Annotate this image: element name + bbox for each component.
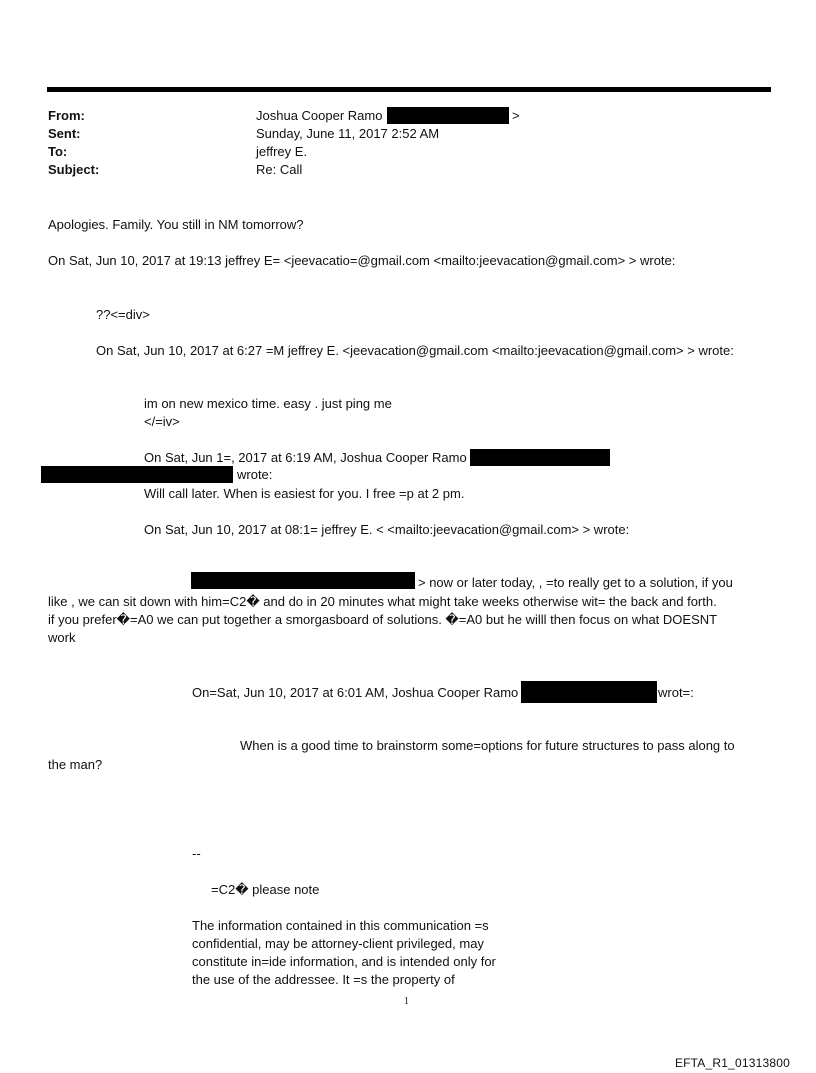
quoted-header: On Sat, Jun 10, 2017 at 19:13 jeffrey E= <jeevacatio=@gmail.com <mailto:jeevacation@gmail.com> > wrote:: [48, 253, 676, 268]
quoted-header: On Sat, Jun 10, 2017 at 6:27 =M jeffrey E. <jeevacation@gmail.com <mailto:jeevacation@gmail.com> > wrote:: [96, 343, 734, 358]
from-label: From:: [48, 108, 85, 123]
body-line: work: [48, 630, 76, 645]
subject-value: Re: Call: [256, 162, 303, 177]
signature-separator: --: [192, 846, 201, 861]
to-value: jeffrey E.: [256, 144, 308, 159]
body-line: the man?: [48, 757, 103, 772]
document-id: EFTA_R1_01313800: [674, 1056, 790, 1070]
sent-label: Sent:: [48, 126, 81, 141]
body-line: wrot=:: [658, 685, 694, 700]
redaction-box: [470, 449, 610, 466]
page-number: 1: [404, 996, 409, 1007]
redaction-box: [387, 107, 509, 124]
body-line: Will call later. When is easiest for you. I free =p at 2 pm.: [144, 486, 465, 501]
quoted-header: On Sat, Jun 1=, 2017 at 6:19 AM, Joshua Cooper Ramo: [144, 450, 467, 465]
disclaimer-line: The information contained in this communication =s: [192, 918, 489, 933]
body-line: if you prefer�=A0 we can put together a smorgasboard of solutions. �=A0 but he willl then focus on what DOESNT: [48, 612, 718, 627]
quoted-header: On Sat, Jun 10, 2017 at 08:1= jeffrey E. < <mailto:jeevacation@gmail.com> > wrote:: [144, 522, 630, 537]
redaction-box: [521, 681, 657, 703]
body-line: </=iv>: [144, 414, 180, 429]
disclaimer-line: the use of the addressee. It =s the property of: [192, 972, 455, 987]
disclaimer-line: confidential, may be attorney-client privileged, may: [192, 936, 484, 951]
from-suffix: >: [512, 108, 520, 123]
header-rule: [47, 87, 771, 92]
body-line: =C2� please note: [211, 882, 320, 897]
subject-label: Subject:: [48, 162, 100, 177]
to-label: To:: [48, 144, 68, 159]
body-line: When is a good time to brainstorm some=options for future structures to pass along to: [240, 738, 735, 753]
disclaimer-line: constitute in=ide information, and is intended only for: [192, 954, 496, 969]
body-line: im on new mexico time. easy . just ping me: [144, 396, 392, 411]
from-value: Joshua Cooper Ramo: [256, 108, 383, 123]
body-line: > now or later today, , =to really get to a solution, if you: [418, 575, 733, 590]
body-line: like , we can sit down with him=C2� and do in 20 minutes what might take weeks otherwise wit= the back and forth.: [48, 594, 717, 609]
redaction-box: [41, 466, 233, 483]
quoted-header: On=Sat, Jun 10, 2017 at 6:01 AM, Joshua Cooper Ramo: [192, 685, 519, 700]
redaction-box: [191, 572, 415, 589]
body-line: ??<=div>: [96, 307, 150, 322]
sent-value: Sunday, June 11, 2017 2:52 AM: [256, 126, 440, 141]
body-line: Apologies. Family. You still in NM tomorrow?: [48, 217, 304, 232]
body-line: wrote:: [237, 467, 273, 482]
